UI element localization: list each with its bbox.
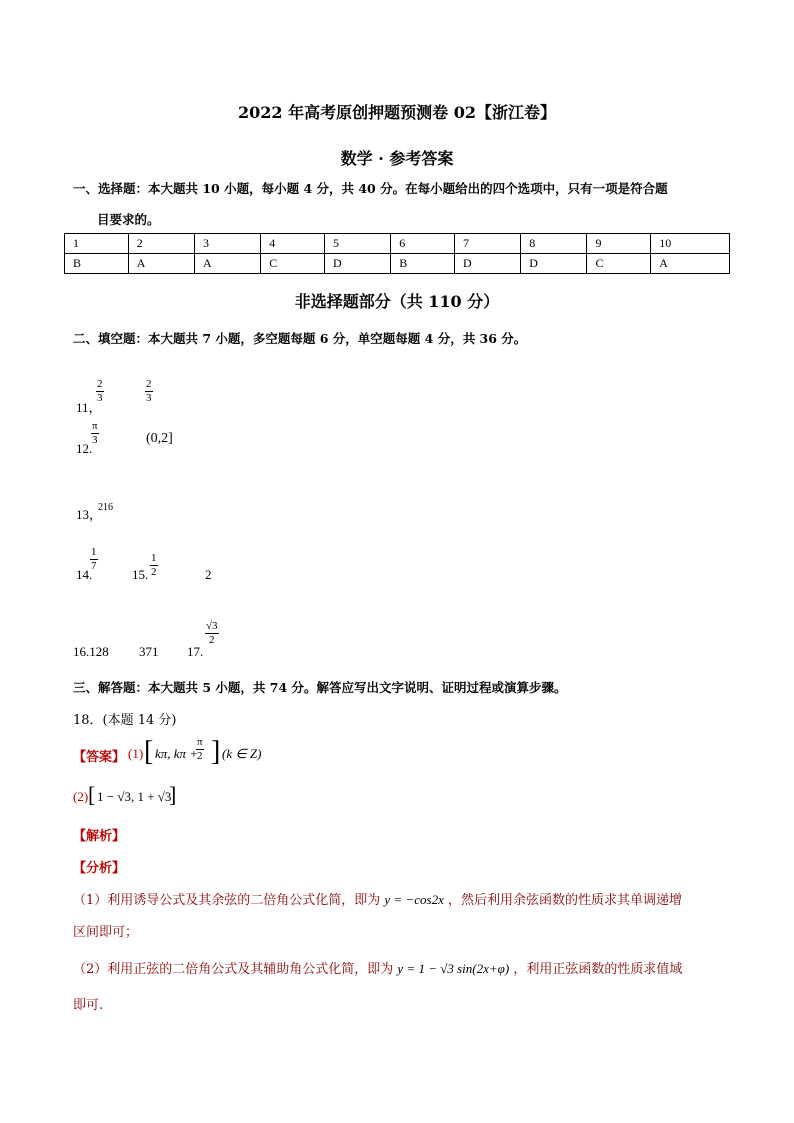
numerator: √3 [206,620,218,632]
q15-label: 15. [132,567,149,582]
q15-answer-b: 2 [205,567,212,582]
table-cell: D [325,254,391,274]
q14-answer [90,546,98,573]
table-cell: A [195,254,261,274]
numerator: 2 [97,378,103,390]
text: （2）利用正弦的二倍角公式及其辅助角公式化简，即为 [73,962,394,977]
section1-line2: 目要求的。 [97,212,160,227]
q14-label: 14. [76,567,93,582]
table-cell: 10 [651,234,730,254]
numerator: 1 [91,546,97,558]
answer-label: 【答案】 [73,750,126,765]
answer-interval-2: 1 − √3, 1 + √3 [97,789,172,804]
choice-answer-table [64,233,730,274]
q13-answer: 216 [98,502,113,513]
table-cell: 8 [521,234,587,254]
analysis-line-2-cont: 即可. [73,998,104,1013]
table-cell: A [128,254,194,274]
q12-answer-b: (0,2] [146,431,173,446]
table-cell: C [587,254,651,274]
denominator: 2 [197,750,203,762]
numerator: 1 [151,552,157,564]
left-bracket: [ [88,782,96,807]
table-cell: B [65,254,129,274]
table-cell: 2 [128,234,194,254]
denominator: 7 [91,560,97,572]
denominator: 3 [92,434,98,446]
table-cell: 9 [587,234,651,254]
right-bracket: ] [169,782,177,807]
q11-answer-a [96,378,104,405]
analysis-line-1 [73,889,682,908]
answer-condition: (k ∈ Z) [222,746,262,761]
q16-answer-a: 16.128 [73,644,109,659]
q13-label: 13， [76,507,103,522]
denominator: 2 [151,566,157,578]
table-cell: 5 [325,234,391,254]
table-cell: 4 [261,234,325,254]
table-cell: B [391,254,455,274]
table-cell: 1 [65,234,129,254]
table-cell: D [455,254,521,274]
answer-fraction [196,736,204,763]
numerator: π [197,736,203,748]
analysis-line-1-cont: 区间即可； [73,925,139,940]
q11-answer-b [145,378,153,405]
answer-part1-label: (1) [128,746,144,761]
text: （1）利用诱导公式及其余弦的二倍角公式化简，即为 [73,893,381,908]
q17-answer [205,620,219,647]
page-title: 2022 年高考原创押题预测卷 02【浙江卷】 [238,103,556,122]
right-bracket: ] [211,736,221,767]
section3-heading: 三、解答题：本大题共 5 小题，共 74 分。解答应写出文字说明、证明过程或演算步骤。 [73,680,567,695]
table-cell: 3 [195,234,261,254]
q16-answer-b: 371 [139,644,159,659]
denominator: 3 [97,392,103,404]
text: ，然后利用余弦函数的性质求其单调递增 [447,893,682,908]
q17-label: 17. [187,644,204,659]
table-cell: C [261,254,325,274]
analysis-label: 【解析】 [73,829,126,844]
q15-answer-a [150,552,158,579]
text: ，利用正弦函数的性质求值域 [513,962,683,977]
analysis-line-2 [73,958,682,977]
table-cell: 7 [455,234,521,254]
denominator: 2 [209,634,215,646]
answer-interval: kπ, kπ + [155,746,199,761]
fenxi-label: 【分析】 [73,861,126,876]
numerator: π [92,420,98,432]
numerator: 2 [146,378,152,390]
left-bracket: [ [144,736,154,767]
formula: y = 1 − √3 sin(2x+φ) [397,961,510,976]
answer-part2-label: (2) [73,789,89,804]
formula: y = −cos2x [384,892,444,907]
q11-label: 11， [76,400,102,415]
section1-line1: 一、选择题：本大题共 10 小题，每小题 4 分，共 40 分。在每小题给出的四个选项中，只有一项是符合题 [73,181,668,196]
q18-header: 18．(本题 14 分) [73,713,177,728]
table-row-numbers [65,234,730,254]
q12-answer-a [91,420,99,447]
q12-label: 12. [76,441,93,456]
table-cell: 6 [391,234,455,254]
table-row-answers [65,254,730,274]
page-subtitle: 数学 · 参考答案 [340,149,454,168]
denominator: 3 [146,392,152,404]
non-choice-heading: 非选择题部分（共 110 分） [294,292,500,311]
table-cell: A [651,254,730,274]
section2-heading: 二、填空题：本大题共 7 小题，多空题每题 6 分，单空题每题 4 分，共 36 分。 [73,331,527,346]
table-cell: D [521,254,587,274]
